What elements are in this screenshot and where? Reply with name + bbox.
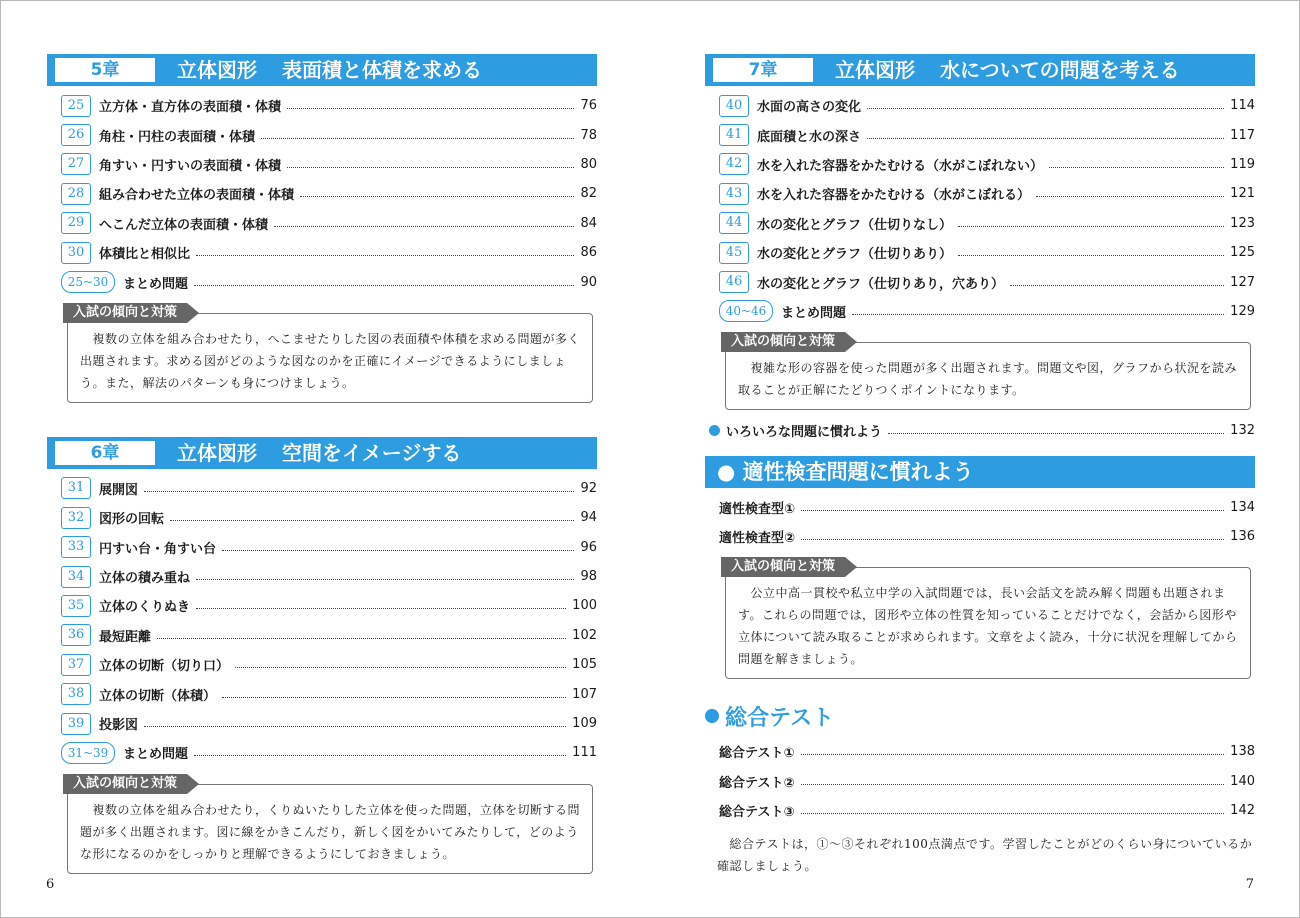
toc-entry-31[interactable] — [47, 474, 597, 503]
toc-entry-36[interactable] — [47, 621, 597, 650]
dot-leader — [235, 667, 566, 668]
toc-entry-label: 立体の切断（体積） — [99, 688, 217, 704]
chapter-5-banner — [47, 54, 597, 86]
dot-leader — [287, 167, 574, 168]
dot-leader — [867, 138, 1224, 139]
toc-page-number: 107 — [572, 686, 597, 702]
lesson-number: 27 — [61, 153, 91, 175]
dot-leader — [801, 539, 1224, 540]
toc-entry-label: 総合テスト② — [719, 775, 795, 791]
dot-leader — [196, 255, 574, 256]
comprehensive-heading — [705, 701, 1255, 731]
toc-entry-label: 体積比と相似比 — [99, 247, 191, 263]
toc-entry-46[interactable] — [705, 267, 1255, 296]
toc-entry-various[interactable] — [705, 416, 1255, 445]
toc-page-number: 134 — [1230, 499, 1255, 515]
dot-leader — [1049, 167, 1224, 168]
toc-page-number: 129 — [1230, 303, 1255, 319]
chapter-6-number: 6章 — [55, 441, 155, 465]
toc-entry-label: 水の変化とグラフ（仕切りなし） — [757, 217, 953, 233]
exam-trend-text: 複数の立体を組み合わせたり，へこませたりした図の表面積や体積を求める問題が多く出題されます。求める図がどのような図なのかを正確にイメージできるようにしましょう。また，解法のパターンも身につけましょう。 — [67, 313, 593, 403]
toc-page-number: 90 — [580, 274, 597, 290]
lesson-number: 44 — [719, 212, 749, 234]
toc-entry-label: 水を入れた容器をかたむける（水がこぼれない） — [757, 158, 1044, 174]
left-page-number: 6 — [46, 877, 55, 892]
toc-page-number: 142 — [1230, 803, 1255, 819]
bullet-icon — [705, 709, 719, 723]
exam-trend-tag: 入試の傾向と対策 — [63, 774, 187, 794]
dot-leader — [958, 226, 1224, 227]
lesson-range: 31~39 — [61, 742, 115, 764]
toc-entry-label: へこんだ立体の表面積・体積 — [99, 217, 269, 233]
toc-entry-25[interactable] — [47, 91, 597, 120]
toc-page-number: 140 — [1230, 773, 1255, 789]
exam-trend-box — [67, 304, 593, 403]
toc-entry-aptitude-2[interactable] — [705, 522, 1255, 551]
chapter-6-list — [47, 474, 597, 768]
dot-leader — [1036, 196, 1224, 197]
toc-entry-label: まとめ問題 — [123, 276, 189, 292]
toc-entry-label: 図形の回転 — [99, 512, 165, 528]
dot-leader — [196, 579, 574, 580]
comprehensive-title: 総合テスト — [725, 705, 835, 731]
toc-entry-43[interactable] — [705, 179, 1255, 208]
toc-entry-label: 総合テスト③ — [719, 805, 795, 821]
toc-entry-label: 総合テスト① — [719, 746, 795, 762]
toc-entry-26[interactable] — [47, 120, 597, 149]
toc-entry-32[interactable] — [47, 503, 597, 532]
toc-page-number: 111 — [572, 745, 597, 761]
toc-page-number: 109 — [572, 716, 597, 732]
toc-entry-label: 組み合わせた立体の表面積・体積 — [99, 188, 295, 204]
left-column — [47, 54, 597, 874]
toc-entry-test-2[interactable] — [705, 767, 1255, 796]
toc-entry-test-3[interactable] — [705, 796, 1255, 825]
lesson-number: 34 — [61, 566, 91, 588]
dot-leader — [801, 754, 1225, 755]
bullet-icon — [709, 425, 720, 436]
exam-trend-text: 公立中高一貫校や私立中学の入試問題では，長い会話文を読み解く問題も出題されます。これらの問題では，図形や立体の性質を知っていることだけでなく，会話から図形や立体について読み取ることが求められます。文章をよく読み，十分に状況を理解してから問題を解きましょう。 — [725, 567, 1251, 679]
toc-entry-review-31-39[interactable] — [47, 738, 597, 767]
toc-entry-40[interactable] — [705, 91, 1255, 120]
toc-entry-label: 水の変化とグラフ（仕切りあり） — [757, 247, 953, 263]
lesson-number: 28 — [61, 183, 91, 205]
dot-leader — [194, 285, 574, 286]
dot-leader — [801, 813, 1225, 814]
lesson-number: 32 — [61, 507, 91, 529]
chapter-7-number: 7章 — [713, 58, 813, 82]
toc-entry-label: まとめ問題 — [781, 305, 847, 321]
dot-leader — [196, 608, 566, 609]
toc-entry-label: 水を入れた容器をかたむける（水がこぼれる） — [757, 188, 1031, 204]
lesson-number: 39 — [61, 713, 91, 735]
toc-entry-label: 円すい台・角すい台 — [99, 541, 217, 557]
toc-page-number: 125 — [1230, 245, 1255, 261]
lesson-number: 26 — [61, 124, 91, 146]
dot-leader — [222, 697, 566, 698]
dot-leader — [194, 755, 566, 756]
toc-entry-30[interactable] — [47, 238, 597, 267]
toc-page-number: 82 — [580, 186, 597, 202]
dot-leader — [157, 638, 566, 639]
comprehensive-list — [705, 737, 1255, 825]
dot-leader — [300, 196, 574, 197]
dot-leader — [801, 784, 1225, 785]
toc-entry-41[interactable] — [705, 120, 1255, 149]
lesson-number: 38 — [61, 683, 91, 705]
toc-page-number: 92 — [580, 480, 597, 496]
aptitude-title: ● 適性検査問題に慣れよう — [717, 459, 974, 484]
lesson-number: 25 — [61, 95, 91, 117]
dot-leader — [274, 226, 574, 227]
exam-trend-tag: 入試の傾向と対策 — [721, 557, 845, 577]
chapter-7-banner — [705, 54, 1255, 86]
toc-page-number: 117 — [1230, 127, 1255, 143]
toc-entry-28[interactable] — [47, 179, 597, 208]
toc-entry-45[interactable] — [705, 238, 1255, 267]
toc-page-number: 96 — [580, 539, 597, 555]
toc-entry-aptitude-1[interactable] — [705, 493, 1255, 522]
toc-page-number: 136 — [1230, 529, 1255, 545]
toc-page-number: 123 — [1230, 215, 1255, 231]
toc-page-number: 100 — [572, 598, 597, 614]
aptitude-list — [705, 493, 1255, 552]
exam-trend-text: 複数の立体を組み合わせたり，くりぬいたりした立体を使った問題，立体を切断する問題が多く出題されます。図に線をかきこんだり，新しく図をかいてみたりして，どのような形になるのかをしっかりと理解できるようにしておきましょう。 — [67, 784, 593, 874]
dot-leader — [144, 491, 574, 492]
chapter-7-subject: 立体図形 — [835, 58, 915, 82]
toc-entry-label: 角柱・円柱の表面積・体積 — [99, 129, 256, 145]
exam-trend-tag: 入試の傾向と対策 — [63, 303, 187, 323]
right-column — [705, 54, 1255, 877]
lesson-number: 31 — [61, 477, 91, 499]
toc-entry-label: 最短距離 — [99, 629, 152, 645]
toc-page-number: 98 — [580, 569, 597, 585]
toc-entry-42[interactable] — [705, 150, 1255, 179]
dot-leader — [261, 138, 574, 139]
lesson-number: 42 — [719, 153, 749, 175]
toc-entry-34[interactable] — [47, 562, 597, 591]
lesson-number: 33 — [61, 536, 91, 558]
toc-entry-37[interactable] — [47, 650, 597, 679]
chapter-5-number: 5章 — [55, 58, 155, 82]
comprehensive-note: 総合テストは，①〜③それぞれ100点満点です。学習したことがどのくらい身についているか確認しましょう。 — [717, 837, 1253, 874]
chapter-6-subject: 立体図形 — [177, 440, 257, 465]
dot-leader — [287, 108, 574, 109]
chapter-7-title: 水についての問題を考える — [940, 58, 1180, 82]
toc-entry-label: 角すい・円すいの表面積・体積 — [99, 158, 282, 174]
toc-page-number: 138 — [1230, 744, 1255, 760]
toc-page-number: 102 — [572, 627, 597, 643]
toc-entry-label: 投影図 — [99, 718, 139, 734]
toc-entry-label: 底面積と水の深さ — [757, 129, 862, 145]
chapter-5-title: 表面積と体積を求める — [282, 58, 482, 82]
toc-page-number: 105 — [572, 657, 597, 673]
dot-leader — [852, 314, 1224, 315]
exam-trend-box — [725, 334, 1251, 410]
toc-entry-label: まとめ問題 — [123, 747, 189, 763]
toc-entry-label: 立体のくりぬき — [99, 600, 191, 616]
toc-page-number: 84 — [580, 215, 597, 231]
chapter-5-list — [47, 91, 597, 297]
toc-entry-label: 展開図 — [99, 482, 139, 498]
toc-entry-review-40-46[interactable] — [705, 297, 1255, 326]
toc-page-number: 94 — [580, 510, 597, 526]
toc-page-number: 80 — [580, 156, 597, 172]
lesson-number: 45 — [719, 242, 749, 264]
toc-page-number: 121 — [1230, 186, 1255, 202]
lesson-number: 40 — [719, 95, 749, 117]
exam-trend-tag: 入試の傾向と対策 — [721, 332, 845, 352]
toc-entry-review-25-30[interactable] — [47, 267, 597, 296]
toc-page-number: 78 — [580, 127, 597, 143]
lesson-number: 35 — [61, 595, 91, 617]
dot-leader — [170, 520, 574, 521]
toc-entry-label: 適性検査型② — [719, 531, 796, 547]
toc-entry-44[interactable] — [705, 209, 1255, 238]
toc-page-number: 114 — [1230, 98, 1255, 114]
toc-entry-29[interactable] — [47, 209, 597, 238]
dot-leader — [958, 255, 1224, 256]
chapter-5-subject: 立体図形 — [177, 58, 257, 82]
right-page-number: 7 — [1245, 877, 1254, 892]
toc-page-number: 119 — [1230, 156, 1255, 172]
toc-entry-label: 立方体・直方体の表面積・体積 — [99, 100, 282, 116]
chapter-6-banner — [47, 437, 597, 469]
toc-page-number: 86 — [580, 245, 597, 261]
toc-entry-label: 適性検査型① — [719, 501, 796, 517]
dot-leader — [801, 510, 1224, 511]
dot-leader — [867, 108, 1224, 109]
lesson-range: 25~30 — [61, 271, 115, 293]
toc-entry-label: 水面の高さの変化 — [757, 100, 862, 116]
dot-leader — [888, 433, 1224, 434]
chapter-7-list — [705, 91, 1255, 326]
toc-page-number: 127 — [1230, 274, 1255, 290]
dot-leader — [222, 550, 574, 551]
lesson-range: 40~46 — [719, 300, 773, 322]
lesson-number: 37 — [61, 654, 91, 676]
toc-entry-label: 立体の切断（切り口） — [99, 659, 230, 675]
toc-entry-33[interactable] — [47, 533, 597, 562]
aptitude-banner — [705, 456, 1255, 488]
toc-entry-35[interactable] — [47, 591, 597, 620]
toc-entry-38[interactable] — [47, 679, 597, 708]
dot-leader — [144, 726, 566, 727]
exam-trend-box — [725, 559, 1251, 679]
lesson-number: 43 — [719, 183, 749, 205]
toc-entry-label: いろいろな問題に慣れよう — [726, 425, 883, 441]
lesson-number: 36 — [61, 624, 91, 646]
exam-trend-box — [67, 775, 593, 874]
toc-entry-test-1[interactable] — [705, 737, 1255, 766]
chapter-6-title: 空間をイメージする — [282, 440, 462, 465]
toc-entry-label: 水の変化とグラフ（仕切りあり，穴あり） — [757, 276, 1005, 292]
toc-entry-39[interactable] — [47, 709, 597, 738]
exam-trend-text: 複雑な形の容器を使った問題が多く出題されます。問題文や図，グラフから状況を読み取ることが正解にたどりつくポイントになります。 — [725, 342, 1251, 410]
toc-page-number: 132 — [1230, 423, 1255, 439]
toc-entry-label: 立体の積み重ね — [99, 571, 191, 587]
lesson-number: 41 — [719, 124, 749, 146]
toc-page-number: 76 — [580, 98, 597, 114]
lesson-number: 46 — [719, 271, 749, 293]
lesson-number: 29 — [61, 212, 91, 234]
dot-leader — [1010, 285, 1224, 286]
toc-entry-27[interactable] — [47, 150, 597, 179]
lesson-number: 30 — [61, 242, 91, 264]
